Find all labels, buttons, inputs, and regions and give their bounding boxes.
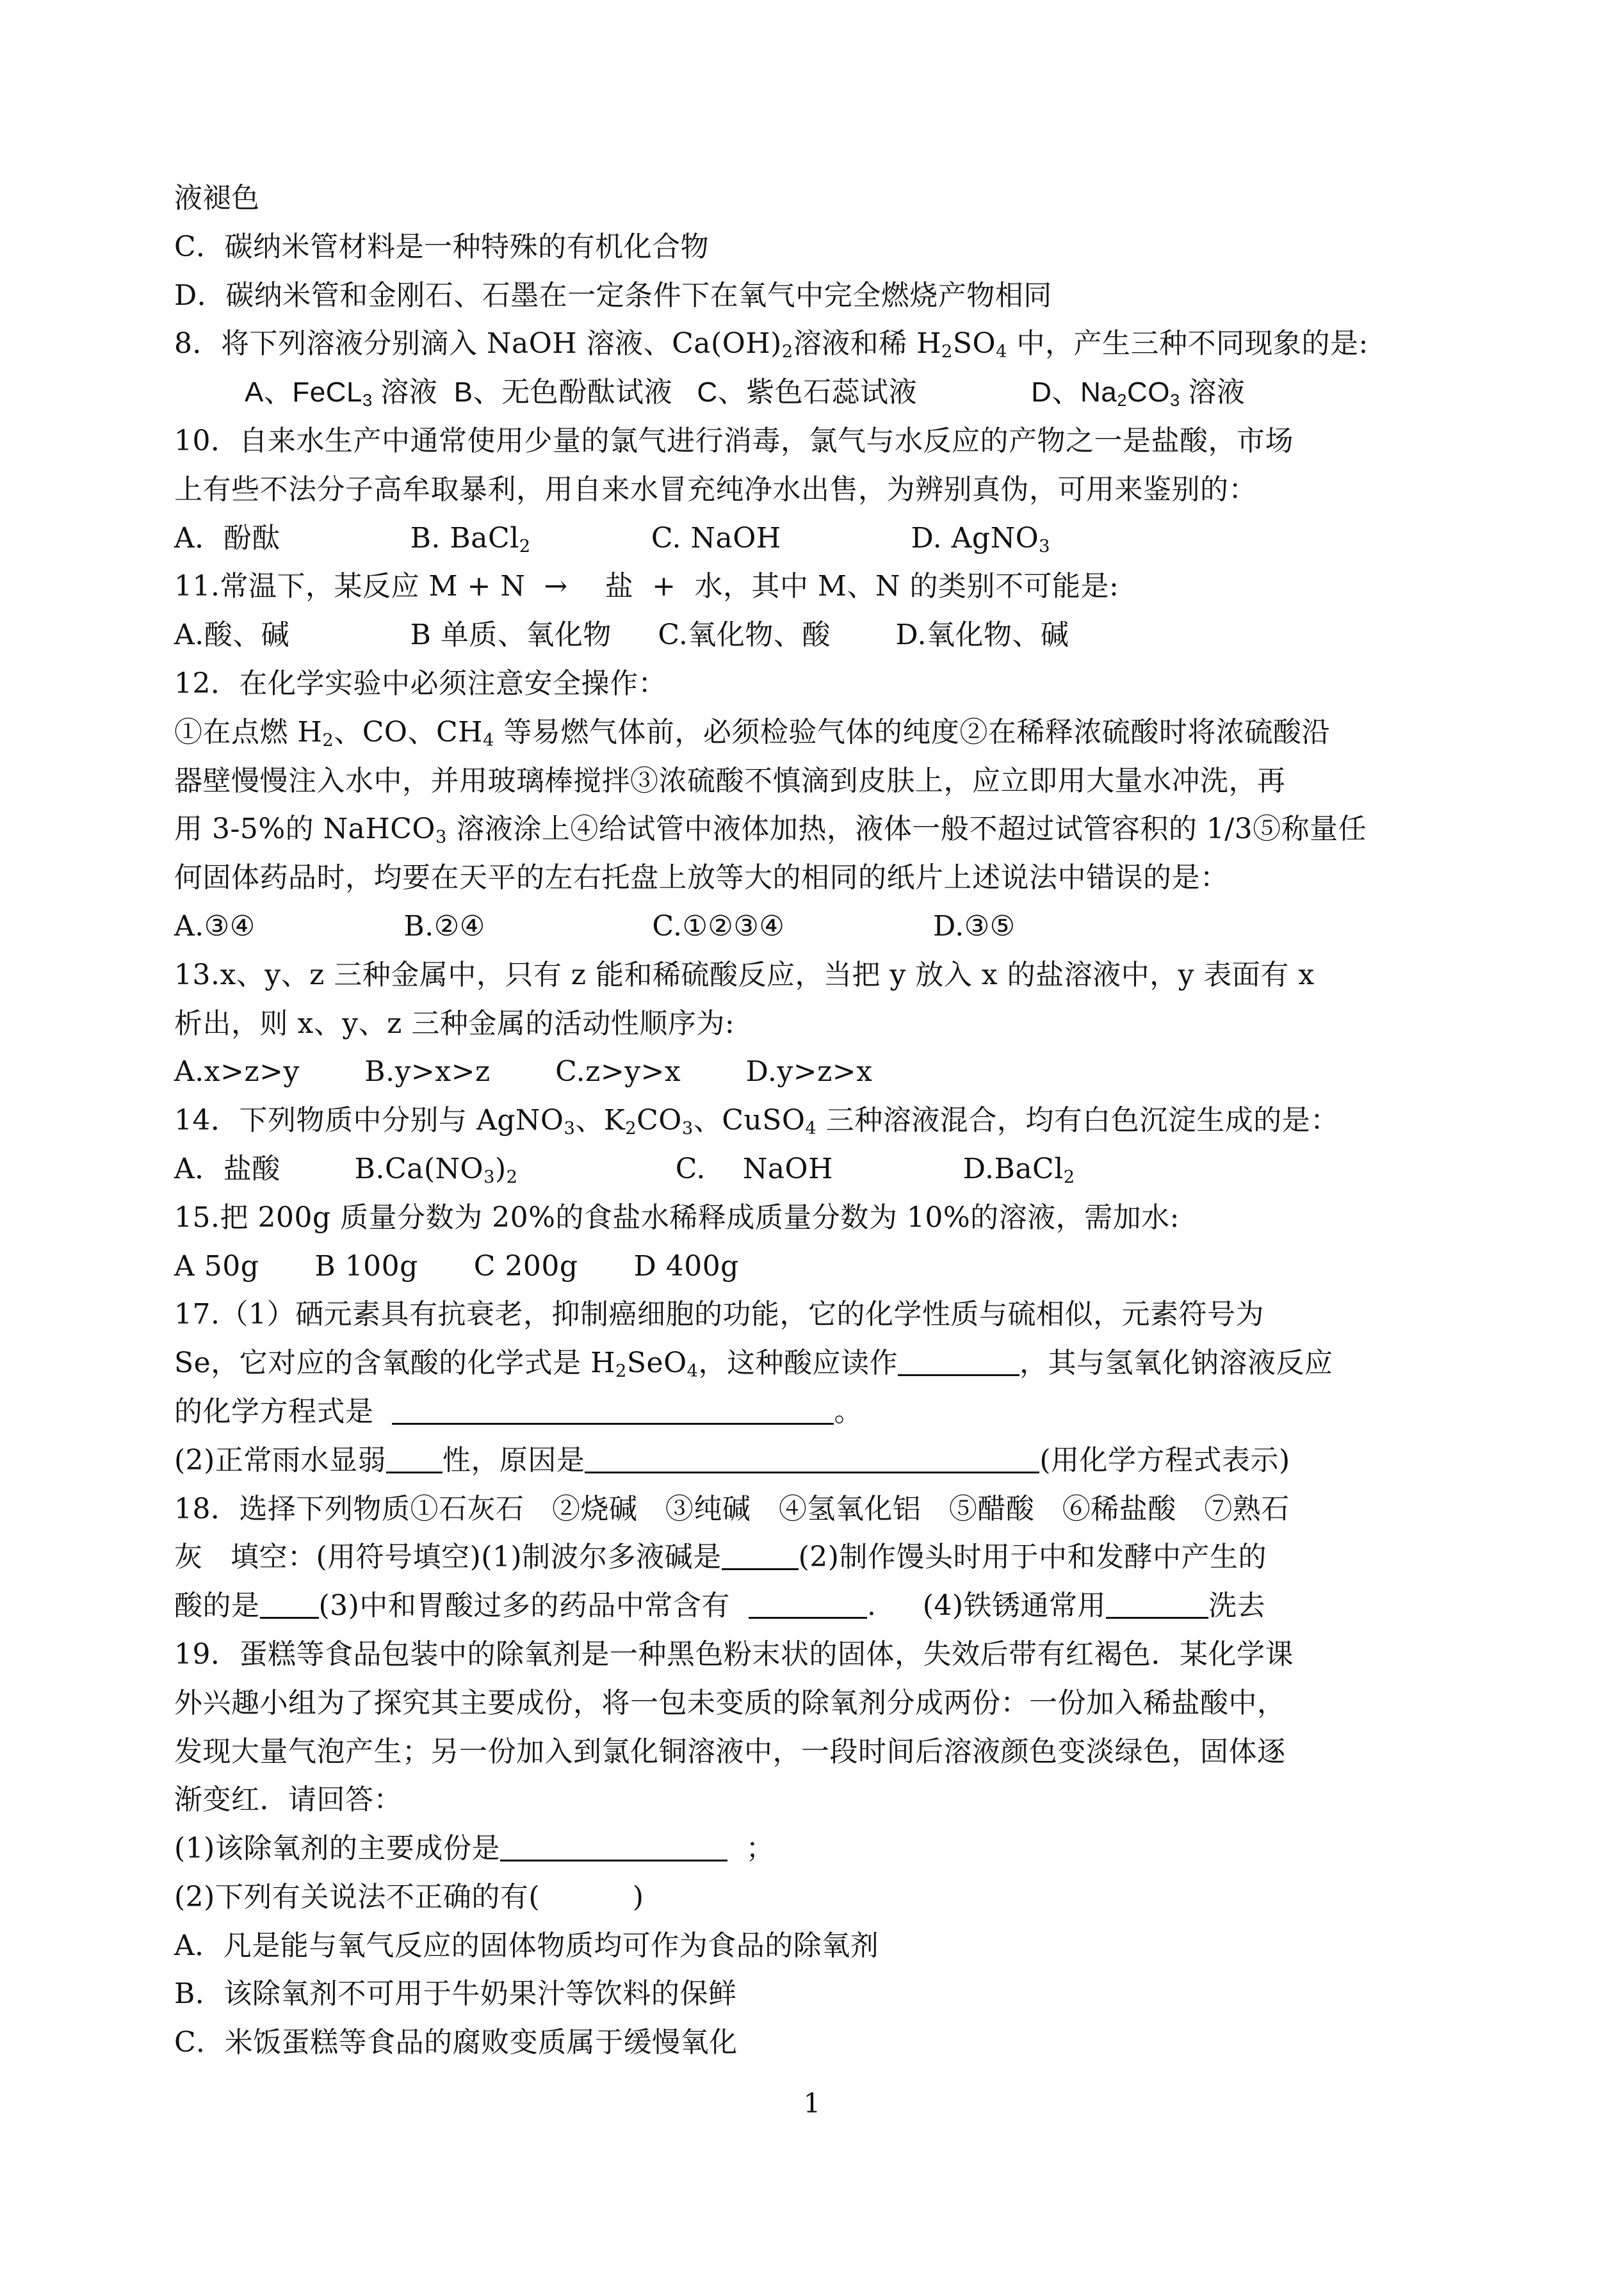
question-10-options: A．酚酞 B. BaCl$_2$ C. NaOH D. AgNO$_3$	[174, 521, 1050, 556]
question-18-text: 灰 填空：(用符号填空)(1)制波尔多液碱是 (2)制作馒头时用于中和发酵中产生的	[174, 1533, 1455, 1582]
question-12-text: ①在点燃 $H_2$、CO、$CH_4$ 等易燃气体前，必须检验气体的纯度②在稀释浓硫酸时将浓硫酸沿	[174, 715, 1330, 750]
question-19: 19．蛋糕等食品包装中的除氧剂是一种黑色粉末状的固体，失效后带有红褐色．某化学课	[174, 1637, 1294, 1671]
answer-blank[interactable]	[722, 1537, 799, 1570]
question-12-text: 用 3-5%的 NaHCO$_3$ 溶液涂上④给试管中液体加热，液体一般不超过试管容积的 1/3⑤称量任	[174, 813, 1367, 848]
option-b-line: B．该除氧剂不可用于牛奶果汁等饮料的保鲜	[174, 1977, 737, 2011]
option-c-line: C．碳纳米管材料是一种特殊的有机化合物	[174, 230, 710, 263]
text-line: 液褪色	[174, 182, 260, 215]
question-19-text: 外兴趣小组为了探究其主要成份，将一包未变质的除氧剂分成两份：一份加入稀盐酸中，	[174, 1686, 1286, 1719]
question-8-options: A、FeCL$_3$ 溶液 B、无色酚酞试液 C、紫色石蕊试液 D、$Na_2CO_3$ 溶液	[245, 377, 1246, 410]
answer-blank[interactable]	[386, 1441, 443, 1473]
question-15-options: A 50g B 100g C 200g D 400g	[174, 1249, 739, 1283]
question-18-text: 酸的是 (3)中和胃酸过多的药品中常含有 . (4)铁锈通常用 洗去	[174, 1582, 1455, 1630]
question-19-part2: (2)下列有关说法不正确的有( )	[174, 1880, 644, 1913]
question-12-text: 何固体药品时，均要在天平的左右托盘上放等大的相同的纸片上述说法中错误的是：	[174, 861, 1229, 895]
question-13: 13.x、y、z 三种金属中，只有 z 能和稀硫酸反应，当把 y 放入 x 的盐溶液中，y 表面有 x	[174, 958, 1315, 991]
question-17-text: 的化学方程式是 。	[174, 1388, 1455, 1436]
question-17-part2: (2)正常雨水显弱 性，原因是 (用化学方程式表示)	[174, 1436, 1455, 1485]
question-10: 10．自来水生产中通常使用少量的氯气进行消毒，氯气与水反应的产物之一是盐酸，市场	[174, 424, 1294, 457]
answer-blank[interactable]	[260, 1586, 319, 1619]
document-body	[174, 174, 1455, 2067]
answer-blank[interactable]	[500, 1829, 727, 1861]
question-14-options: A．盐酸 $B.Ca(NO_3)_2$ C. NaOH D.BaCl$_2$	[174, 1152, 1075, 1187]
question-15: 15.把 200g 质量分数为 20%的食盐水稀释成质量分数为 10%的溶液，需加水:	[174, 1201, 1180, 1234]
answer-blank[interactable]	[898, 1343, 1019, 1376]
question-19-text: 渐变红．请回答：	[174, 1783, 402, 1817]
question-17: 17.（1）硒元素具有抗衰老，抑制癌细胞的功能，它的化学性质与硫相似，元素符号为	[174, 1298, 1264, 1331]
question-19-text: 发现大量气泡产生；另一份加入到氯化铜溶液中，一段时间后溶液颜色变淡绿色，固体逐	[174, 1735, 1286, 1768]
question-14: 14．下列物质中分别与 AgNO$_3$、$K_2CO_3$、CuSO$_4$ 三种溶液混合，均有白色沉淀生成的是：	[174, 1104, 1339, 1139]
question-11-options: A.酸、碱 B 单质、氧化物 C.氧化物、酸 D.氧化物、碱	[174, 619, 1069, 652]
question-19-part1: (1)该除氧剂的主要成份是 ；	[174, 1824, 1455, 1873]
question-8: 8．将下列溶液分别滴入 NaOH 溶液、$Ca(OH)_2$溶液和稀 $H_2SO_4$ 中，产生三种不同现象的是:	[174, 327, 1368, 362]
option-d-line: D．碳纳米管和金刚石、石墨在一定条件下在氧气中完全燃烧产物相同	[174, 279, 1052, 312]
question-13-options: A.x>z>y B.y>x>z C.z>y>x D.y>z>x	[174, 1055, 873, 1089]
answer-blank[interactable]	[585, 1441, 1039, 1473]
question-18: 18．选择下列物质①石灰石 ②烧碱 ③纯碱 ④氢氧化铝 ⑤醋酸 ⑥稀盐酸 ⑦熟石	[174, 1492, 1290, 1525]
question-11: 11.常温下，某反应 M + N → 盐 + 水，其中 M、N 的类别不可能是:	[174, 570, 1119, 603]
question-12-text: 器壁慢慢注入水中，并用玻璃棒搅拌③浓硫酸不慎滴到皮肤上，应立即用大量水冲洗，再	[174, 764, 1286, 797]
option-c-line: C．米饭蛋糕等食品的腐败变质属于缓慢氧化	[174, 2026, 738, 2059]
option-a-line: A．凡是能与氧气反应的固体物质均可作为食品的除氧剂	[174, 1929, 879, 1962]
question-10-cont: 上有些不法分子高牟取暴利，用自来水冒充纯净水出售，为辨别真伪，可用来鉴别的：	[174, 473, 1257, 506]
question-12: 12．在化学实验中必须注意安全操作：	[174, 667, 667, 700]
page-number: 1	[803, 2088, 821, 2119]
answer-blank[interactable]	[1106, 1586, 1208, 1619]
answer-blank[interactable]	[392, 1392, 834, 1425]
question-12-options: A.③④ B.②④ C.①②③④ D.③⑤	[174, 909, 1016, 943]
question-13-cont: 析出，则 x、y、z 三种金属的活动性顺序为:	[174, 1007, 735, 1040]
question-17-text: Se，它对应的含氧酸的化学式是 $H_2SeO_4$，这种酸应读作 ，其与氢氧化钠溶液反应	[174, 1339, 1455, 1388]
answer-blank[interactable]	[749, 1586, 867, 1619]
